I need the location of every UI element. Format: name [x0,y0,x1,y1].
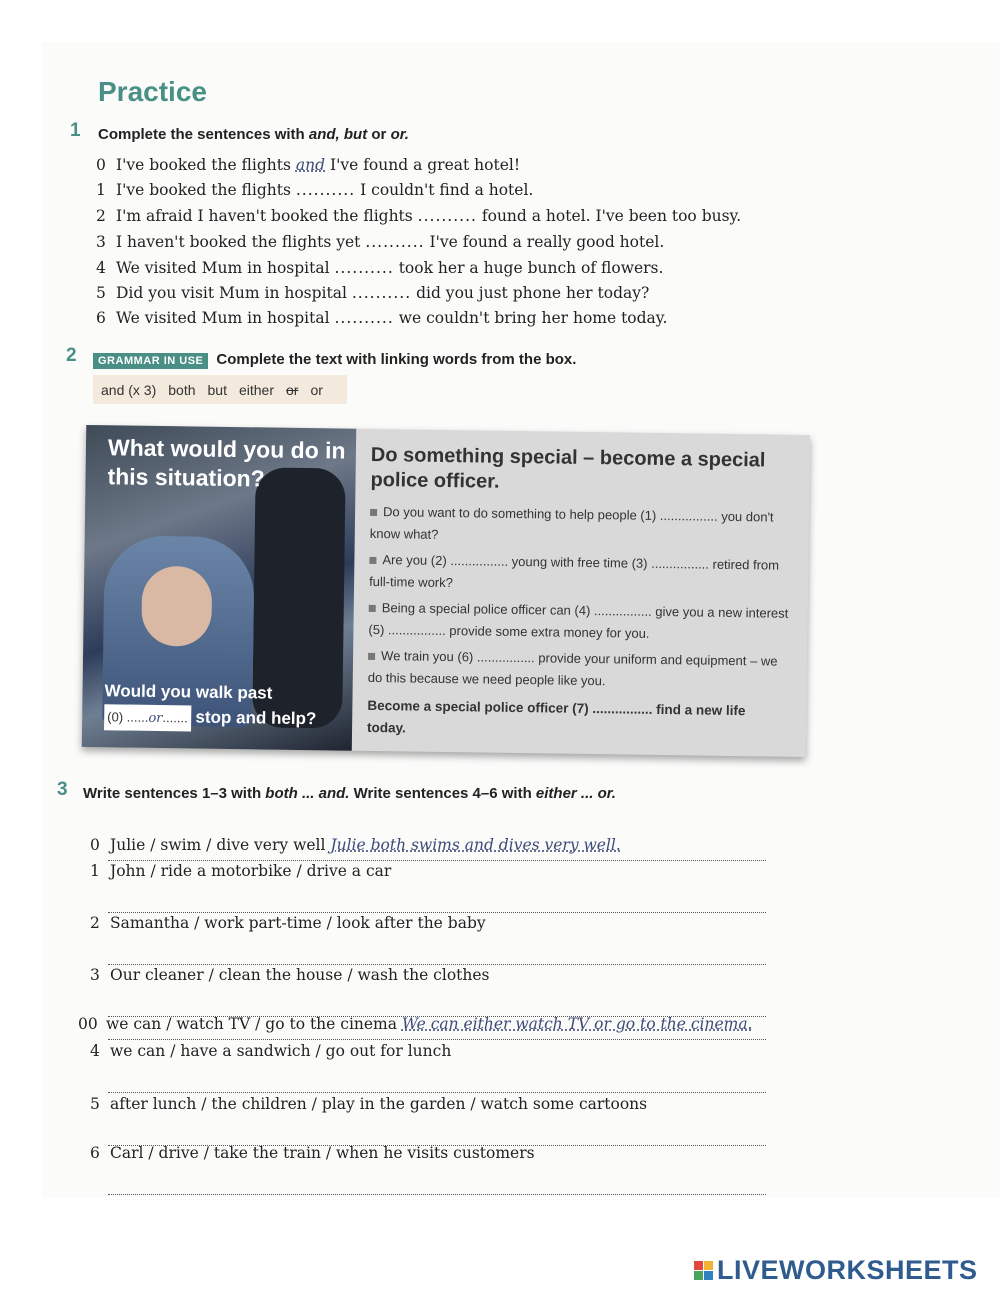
answer-line[interactable] [108,964,766,965]
advert-heading: Do something special – become a special police officer. [370,443,766,493]
grammar-in-use-tag: GRAMMAR IN USE [93,353,208,369]
exercise-1-item: 3 I haven't booked the flights yet .......... I've found a really good hotel. [96,233,665,251]
advert-question: What would you do in this situation? [107,434,346,492]
advert-closing[interactable]: Become a special police officer (7) ................ find a new life today. [366,697,746,736]
boy-face [141,566,212,647]
answer-blank[interactable]: .......... [295,181,356,199]
answer-line[interactable] [108,912,766,913]
answer-line[interactable] [108,860,766,861]
exercise-1-item: 6 We visited Mum in hospital .......... we couldn't bring her home today. [96,309,668,327]
answer-blank[interactable]: .......... [417,207,477,225]
answer-blank-0[interactable]: (0) ......or....... [104,704,191,731]
exercise-1-item: 0 I've booked the flights and I've found a great hotel! [96,156,521,174]
exercise-3-instruction: Write sentences 1–3 with both ... and. Write sentences 4–6 with either ... or. [83,785,616,802]
exercise-1-item: 2 I'm afraid I haven't booked the flights .......... found a hotel. I've been too busy. [96,207,742,225]
exercise-2-number: 2 [66,345,77,366]
word-box-item: either [238,381,274,398]
police-advert-card [82,425,810,757]
exercise-1-item: 1 I've booked the flights .......... I couldn't find a hotel. [96,181,534,199]
exercise-1-number: 1 [70,120,81,141]
exercise-3-item: 0 Julie / swim / dive very well Julie both swims and dives very well. [90,836,621,854]
advert-question-2: Would you walk past (0) ......or....... stop and help? [104,678,317,733]
exercise-2-instruction: GRAMMAR IN USE Complete the text with linking words from the box. [93,351,576,369]
word-box-item: or [310,381,323,398]
advert-text [367,443,791,749]
answer-blank[interactable]: .......... [351,284,412,302]
liveworksheets-logo: LIVEWORKSHEETS [694,1255,978,1286]
exercise-3-item: 3 Our cleaner / clean the house / wash the clothes [90,966,490,984]
answer-blank[interactable]: .......... [334,259,394,277]
advert-photo [82,425,356,751]
exercise-1-item: 4 We visited Mum in hospital .......... took her a huge bunch of flowers. [96,259,664,277]
exercise-3-number: 3 [57,779,68,800]
exercise-3-item: 1 John / ride a motorbike / drive a car [90,862,392,880]
word-box-item: and (x 3) [101,381,157,398]
advert-bullet[interactable]: Being a special police officer can (4) ................ give you a new interest (5) ................ provide some extra money for you. [368,600,789,641]
word-box [93,375,347,404]
answer-blank[interactable]: .......... [365,233,425,251]
page-title: Practice [98,76,207,107]
answer-blank[interactable]: and [295,156,326,174]
exercise-1-instruction: Complete the sentences with and, but or or. [98,126,409,143]
exercise-1-item: 5 Did you visit Mum in hospital .......... did you just phone her today? [96,284,650,302]
word-box-item: both [168,381,196,398]
word-box-item: but [207,381,227,398]
exercise-3-item: 4 we can / have a sandwich / go out for lunch [90,1042,452,1060]
exercise-3-item: 6 Carl / drive / take the train / when he visits customers [90,1144,535,1162]
exercise-3-item: 5 after lunch / the children / play in the garden / watch some cartoons [90,1095,648,1113]
advert-bullet[interactable]: Do you want to do something to help people (1) ................ you don't know what? [369,504,774,542]
answer-text[interactable]: We can either watch TV or go to the cinema. [401,1015,753,1033]
advert-bullet[interactable]: Are you (2) ................ young with free time (3) ................ retired from full-time work? [369,552,780,591]
answer-text[interactable]: Julie both swims and dives very well. [330,836,621,854]
liveworksheets-logo-icon [694,1261,713,1280]
exercise-3-item: 2 Samantha / work part-time / look after the baby [90,914,486,932]
exercise-3-item: 00 we can / watch TV / go to the cinema We can either watch TV or go to the cinema. [78,1015,753,1033]
answer-line[interactable] [108,1092,766,1093]
answer-line[interactable] [108,1039,766,1040]
word-box-item-used: or [286,381,299,398]
answer-line[interactable] [108,1194,766,1195]
advert-bullet[interactable]: We train you (6) ................ provide your uniform and equipment – we do this because we need people like you. [367,648,778,689]
answer-blank[interactable]: .......... [334,309,394,327]
